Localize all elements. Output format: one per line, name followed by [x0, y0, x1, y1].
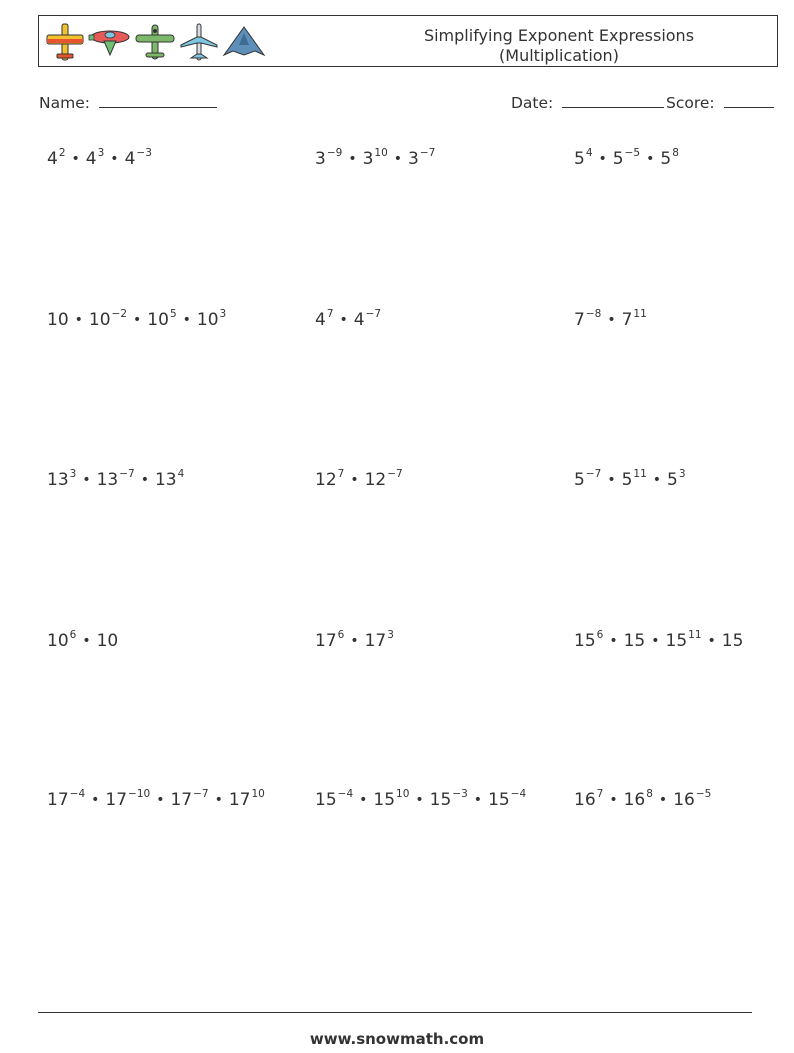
red-plane-icon	[87, 21, 133, 63]
exponent: −7	[193, 788, 209, 800]
multiply-operator: •	[607, 472, 616, 488]
power-term	[430, 790, 468, 810]
base: 13	[47, 470, 69, 490]
base: 3	[408, 149, 419, 169]
base: 17	[170, 790, 193, 810]
title-line-1: Simplifying Exponent Expressions	[423, 26, 695, 45]
base: 17	[315, 631, 337, 651]
multiply-operator: •	[91, 792, 100, 808]
base: 16	[623, 790, 646, 810]
title-line-2: (Multiplication)	[499, 46, 619, 65]
multiply-operator: •	[415, 792, 424, 808]
exponent: −5	[624, 147, 641, 159]
score-field[interactable]	[666, 93, 774, 112]
problem-3	[574, 149, 679, 169]
exponent: −7	[365, 308, 382, 320]
base: 15	[488, 790, 510, 810]
power-term	[574, 631, 603, 651]
name-label: Name:	[39, 94, 90, 112]
worksheet-title	[379, 26, 739, 66]
power-term	[315, 631, 344, 651]
base: 3	[362, 149, 374, 169]
base: 17	[364, 631, 387, 651]
exponent: 4	[177, 468, 185, 480]
power-term	[315, 470, 344, 490]
power-term	[47, 631, 76, 651]
power-term	[666, 631, 702, 651]
power-term	[722, 631, 744, 651]
multiply-operator: •	[71, 151, 80, 167]
base: 15	[429, 790, 452, 810]
exponent: 11	[633, 308, 647, 320]
base: 10	[196, 310, 219, 330]
date-field[interactable]	[511, 93, 664, 112]
base: 10	[47, 310, 69, 330]
power-term	[613, 149, 640, 169]
base: 17	[47, 790, 69, 810]
exponent: −3	[452, 788, 468, 800]
exponent: 3	[387, 629, 394, 641]
base: 12	[364, 470, 387, 490]
base: 5	[621, 470, 633, 490]
power-term	[673, 790, 711, 810]
base: 4	[353, 310, 365, 330]
power-term	[365, 470, 403, 490]
power-term	[660, 149, 679, 169]
multiply-operator: •	[393, 151, 403, 167]
exponent: −7	[419, 147, 436, 159]
base: 5	[574, 470, 585, 490]
power-term	[622, 310, 647, 330]
power-term	[624, 631, 646, 651]
footer-divider	[38, 1012, 752, 1013]
base: 5	[660, 149, 672, 169]
base: 5	[574, 149, 585, 169]
date-label: Date:	[511, 94, 554, 112]
power-term	[363, 149, 388, 169]
problem-14	[315, 790, 526, 810]
power-term	[47, 790, 85, 810]
exponent: −4	[510, 788, 527, 800]
exponent: 3	[678, 468, 686, 480]
yellow-plane-icon	[43, 21, 87, 63]
power-term	[47, 470, 76, 490]
exponent: −8	[585, 308, 602, 320]
base: 10	[96, 631, 119, 651]
multiply-operator: •	[110, 151, 119, 167]
problem-2	[315, 149, 435, 169]
header-icons	[43, 21, 267, 63]
exponent: 3	[219, 308, 227, 320]
power-term	[622, 470, 647, 490]
exponent: 10	[396, 788, 410, 800]
base: 15	[373, 790, 396, 810]
exponent: −5	[695, 788, 712, 800]
exponent: 5	[169, 308, 177, 320]
power-term	[365, 631, 394, 651]
multiply-operator: •	[646, 151, 655, 167]
problem-13	[47, 790, 265, 810]
score-blank-line[interactable]	[724, 93, 774, 108]
problem-7	[47, 470, 184, 490]
base: 4	[85, 149, 97, 169]
base: 4	[47, 149, 58, 169]
power-term	[354, 310, 381, 330]
multiply-operator: •	[140, 472, 149, 488]
base: 15	[315, 790, 337, 810]
base: 5	[612, 149, 624, 169]
problem-4	[47, 310, 226, 330]
exponent: −7	[119, 468, 135, 480]
power-term	[125, 149, 152, 169]
exponent: −2	[111, 308, 128, 320]
exponent: −9	[326, 147, 343, 159]
multiply-operator: •	[652, 472, 662, 488]
power-term	[667, 470, 686, 490]
power-term	[574, 149, 593, 169]
problem-12	[574, 631, 743, 651]
base: 4	[315, 310, 326, 330]
exponent: 6	[69, 629, 77, 641]
base: 4	[124, 149, 136, 169]
power-term	[147, 310, 176, 330]
exponent: 8	[672, 147, 679, 159]
exponent: −7	[585, 468, 602, 480]
multiply-operator: •	[658, 792, 668, 808]
base: 17	[105, 790, 128, 810]
blue-jet-icon	[177, 21, 221, 63]
exponent: 3	[69, 468, 77, 480]
exponent: 7	[337, 468, 345, 480]
multiply-operator: •	[348, 151, 357, 167]
multiply-operator: •	[359, 792, 368, 808]
power-term	[89, 310, 127, 330]
problem-9	[574, 470, 686, 490]
exponent: 7	[596, 788, 604, 800]
base: 7	[621, 310, 633, 330]
exponent: 10	[251, 788, 265, 800]
multiply-operator: •	[82, 633, 91, 649]
power-term	[97, 631, 119, 651]
base: 16	[574, 790, 596, 810]
exponent: 3	[97, 147, 105, 159]
base: 7	[574, 310, 585, 330]
multiply-operator: •	[707, 633, 716, 649]
problem-8	[315, 470, 403, 490]
power-term	[47, 310, 69, 330]
multiply-operator: •	[651, 633, 660, 649]
base: 16	[673, 790, 695, 810]
power-term	[488, 790, 526, 810]
power-term	[155, 470, 184, 490]
exponent: −4	[69, 788, 86, 800]
exponent: 10	[374, 147, 388, 159]
multiply-operator: •	[609, 792, 618, 808]
power-term	[170, 790, 208, 810]
name-blank-line[interactable]	[99, 93, 217, 108]
multiply-operator: •	[74, 312, 83, 328]
power-term	[47, 149, 66, 169]
exponent: 8	[646, 788, 653, 800]
multiply-operator: •	[156, 792, 165, 808]
base: 3	[315, 149, 326, 169]
multiply-operator: •	[473, 792, 483, 808]
multiply-operator: •	[609, 633, 618, 649]
power-term	[229, 790, 265, 810]
base: 12	[315, 470, 337, 490]
base: 15	[721, 631, 744, 651]
base: 15	[665, 631, 688, 651]
multiply-operator: •	[598, 151, 607, 167]
power-term	[373, 790, 409, 810]
problem-11	[315, 631, 394, 651]
power-term	[315, 149, 342, 169]
multiply-operator: •	[133, 312, 142, 328]
base: 13	[154, 470, 177, 490]
base: 17	[228, 790, 251, 810]
multiply-operator: •	[607, 312, 616, 328]
green-plane-icon	[133, 21, 177, 63]
exponent: 7	[326, 308, 334, 320]
power-term	[86, 149, 105, 169]
multiply-operator: •	[214, 792, 223, 808]
power-term	[408, 149, 435, 169]
base: 10	[88, 310, 111, 330]
worksheet-header	[38, 15, 778, 67]
problem-5	[315, 310, 381, 330]
exponent: 11	[688, 629, 702, 641]
base: 15	[574, 631, 596, 651]
base: 5	[667, 470, 678, 490]
date-blank-line[interactable]	[562, 93, 664, 108]
footer-site: www.snowmath.com	[309, 1030, 485, 1048]
exponent: 6	[596, 629, 604, 641]
exponent: 4	[585, 147, 593, 159]
base: 10	[147, 310, 169, 330]
power-term	[574, 310, 601, 330]
exponent: −3	[136, 147, 152, 159]
score-label: Score:	[666, 94, 715, 112]
multiply-operator: •	[339, 312, 348, 328]
base: 10	[47, 631, 69, 651]
problem-10	[47, 631, 118, 651]
multiply-operator: •	[350, 472, 359, 488]
exponent: −4	[337, 788, 354, 800]
problem-6	[574, 310, 647, 330]
power-term	[574, 790, 603, 810]
multiply-operator: •	[350, 633, 359, 649]
multiply-operator: •	[82, 472, 91, 488]
exponent: 6	[337, 629, 345, 641]
power-term	[97, 470, 135, 490]
power-term	[105, 790, 150, 810]
base: 13	[96, 470, 119, 490]
stealth-jet-icon	[221, 21, 267, 63]
power-term	[197, 310, 226, 330]
power-term	[624, 790, 653, 810]
exponent: 11	[633, 468, 647, 480]
power-term	[315, 790, 353, 810]
exponent: −10	[128, 788, 151, 800]
power-term	[315, 310, 334, 330]
power-term	[574, 470, 601, 490]
base: 15	[623, 631, 646, 651]
multiply-operator: •	[182, 312, 191, 328]
problem-1	[47, 149, 152, 169]
problem-15	[574, 790, 711, 810]
exponent: 2	[58, 147, 66, 159]
exponent: −7	[387, 468, 403, 480]
name-field[interactable]	[39, 93, 217, 112]
